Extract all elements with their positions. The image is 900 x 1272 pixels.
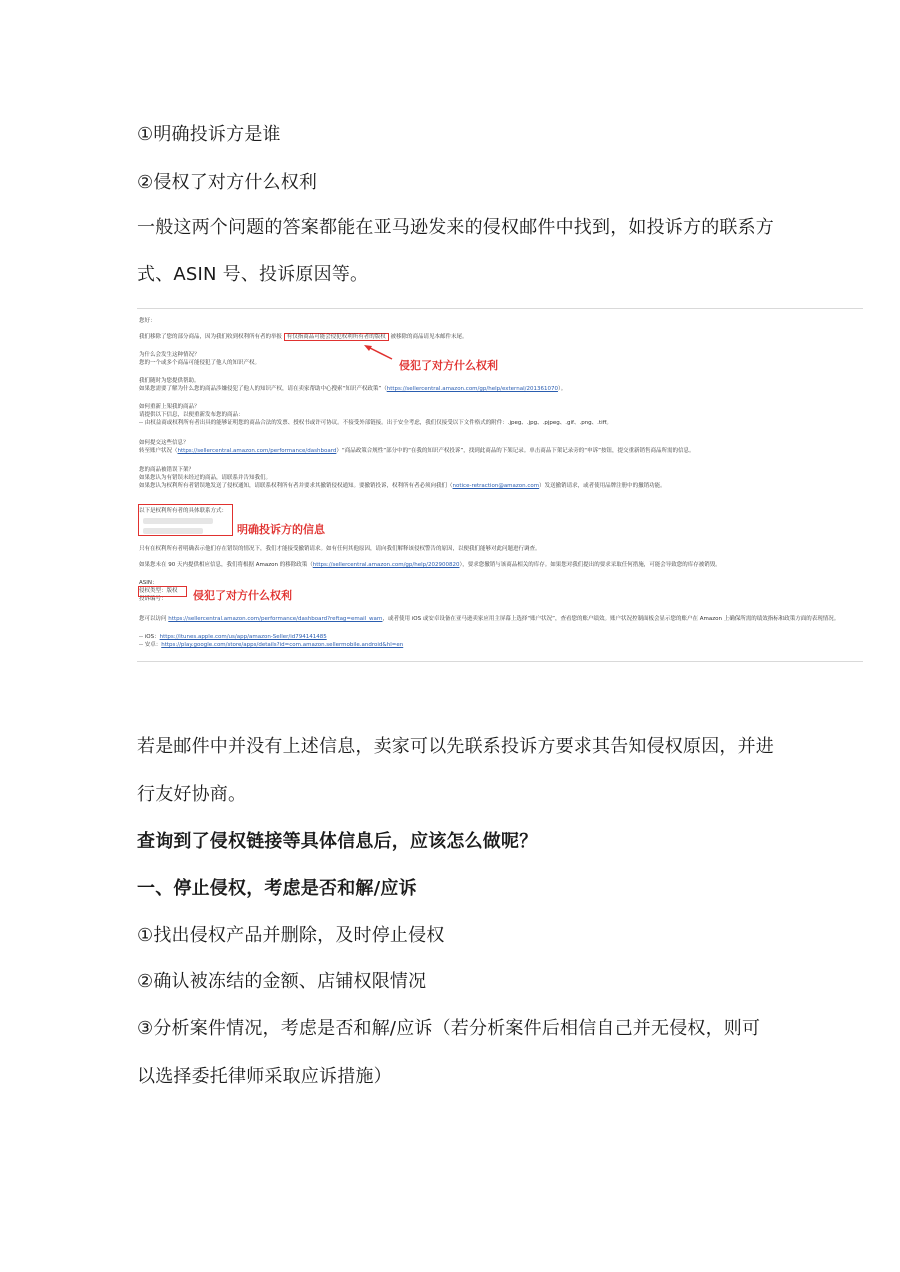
- annotation-infringed-right-2: 侵犯了对方什么权利: [193, 589, 292, 602]
- email-why-text: 您的一个或多个商品可能侵犯了他人的知识产权。: [139, 360, 261, 366]
- email-submit-tail: ）“商品政策合规性”部分中的“在我的知识产权投诉”，找到此商品的下架记录。单击商品下架记录旁的“申诉”按钮，提交重新销售商品所需的信息。: [336, 448, 695, 454]
- email-90day-text: 如果您未在 90 天内提供相应信息，我们将根据 Amazon 的移除政策（: [139, 562, 313, 568]
- email-link-retraction[interactable]: notice-retraction@amazon.com: [452, 483, 540, 489]
- email-asin-label: ASIN：: [139, 580, 158, 586]
- item-analyze-case-line2: 以选择委托律师采取应诉措施）: [137, 1066, 392, 1087]
- email-type-value: 版权: [166, 588, 178, 594]
- annotation-infringed-right-1: 侵犯了对方什么权利: [399, 359, 498, 372]
- paragraph-no-info-line1: 若是邮件中并没有上述信息，卖家可以先联系投诉方要求其告知侵权原因，并进: [137, 736, 774, 757]
- email-relist-text: 请提供以下信息，以便重新发布您的商品：: [139, 412, 244, 418]
- email-highlight-copyright-claim: 有仅指商品可能会侵犯权利所有者的版权: [284, 333, 389, 341]
- email-visit-tail: ，或者使用 iOS 或安卓设备在亚马逊卖家应用主屏幕上选择“账户状况”，查看您的账户绩效。账户状况控制面板会显示您的账户在 Amazon 上确保所需的绩效指标和政策方面的表现情况。: [382, 616, 840, 622]
- email-removal-text: 我们移除了您的部分商品，因为我们收到权利所有者的举报: [139, 334, 283, 340]
- email-greeting: 您好：: [139, 318, 156, 324]
- paragraph-email-answer-line2: 式、ASIN 号、投诉原因等。: [137, 264, 369, 285]
- item-delete-products: ①找出侵权产品并删除，及时停止侵权: [137, 925, 445, 946]
- email-link-removal-policy[interactable]: https://sellercentral.amazon.com/gp/help/202900820: [312, 562, 460, 568]
- email-ios-label: -- iOS：: [139, 634, 160, 640]
- email-complaint-id-label: 投诉编号：: [139, 596, 167, 602]
- email-submit-text: 转至账户状况（: [139, 448, 178, 454]
- email-wrong-text: 如果您认为有错误未经过的商品，请联系并告知我们。: [139, 475, 272, 481]
- heading-stop-infringement: 一、停止侵权，考虑是否和解/应诉: [137, 878, 417, 899]
- annotation-box-type: [138, 586, 187, 597]
- email-link-performance[interactable]: https://sellercentral.amazon.com/performance/dashboard?reftag=email_warn: [168, 616, 383, 622]
- paragraph-no-info-line2: 行友好协商。: [137, 784, 247, 805]
- email-relist-docs: -- 由权益商或权利所有者出具的能够证明您的商品合法的发票、授权书或许可协议。不接受外部链接。出于安全考虑，我们仅接受以下文件格式的附件：.jpeg、.jpg、.pjpeg、.gif、.png、.tiff。: [139, 420, 612, 426]
- email-visit-text: 您可以访问: [139, 616, 167, 622]
- email-retract-text: 如果您认为权利所有者错误地发送了侵权通知，请联系权利所有者并要求其撤销侵权通知。要撤销投诉，权利所有者必须向我们（: [139, 483, 453, 489]
- email-contact-heading: 以下是权利所有者的具体联系方式：: [139, 508, 228, 514]
- email-why-heading: 为什么会发生这种情况？: [139, 352, 200, 358]
- email-wrong-heading: 您的商品被错误下架？: [139, 467, 195, 473]
- email-submit-heading: 如何提交这些信息？: [139, 440, 189, 446]
- email-help-tail: ）。: [557, 386, 567, 392]
- email-90day-tail: ），要求您撤销与该商品相关的库存。如果您对我们提出的要求采取任何措施，可能会导致您的库存被销毁。: [459, 562, 721, 568]
- heading-what-to-do: 查询到了侵权链接等具体信息后，应该怎么做呢？: [137, 831, 538, 852]
- email-visit-line: [139, 616, 839, 623]
- email-link-ios-app[interactable]: https://itunes.apple.com/us/app/amazon-Seller/id794141485: [159, 634, 327, 640]
- email-help-heading: 我们随时为您提供帮助。: [139, 378, 200, 384]
- email-android-label: -- 安卓：: [139, 642, 162, 648]
- email-removal-tail: 被移除的商品请见本邮件末尾。: [390, 334, 468, 340]
- item-infringed-right: ②侵权了对方什么权利: [137, 172, 318, 193]
- email-link-ip-policy[interactable]: https://sellercentral.amazon.com/gp/help/external/201361070: [386, 386, 558, 392]
- email-removal-line: [139, 334, 468, 341]
- email-retract-line: [139, 483, 666, 490]
- email-retract-tail: ）发送撤销请求，或者使用品牌注册中的撤销功能。: [539, 483, 666, 489]
- item-analyze-case-line1: ③分析案件情况，考虑是否和解/应诉（若分析案件后相信自己并无侵权，则可: [137, 1018, 761, 1039]
- item-identify-complainant: ①明确投诉方是谁: [137, 124, 281, 145]
- email-android-line: [139, 642, 403, 649]
- email-type-label: 侵权类型：: [139, 588, 167, 594]
- infringement-email-screenshot: [137, 308, 863, 662]
- email-link-android-app[interactable]: https://play.google.com/store/apps/details?id=com.amazon.sellermobile.android&hl=en: [161, 642, 404, 648]
- item-confirm-frozen-amount: ②确认被冻结的金额、店铺权限情况: [137, 971, 427, 992]
- annotation-complainant-info: 明确投诉方的信息: [237, 523, 325, 536]
- email-relist-heading: 如何重新上架我的商品？: [139, 404, 200, 410]
- annotation-box-contact: [138, 504, 233, 536]
- paragraph-email-answer-line1: 一般这两个问题的答案都能在亚马逊发来的侵权邮件中找到，如投诉方的联系方: [137, 217, 774, 238]
- email-help-line: [139, 386, 566, 393]
- email-link-dashboard[interactable]: https://sellercentral.amazon.com/performance/dashboard: [177, 448, 337, 454]
- email-90day-line: [139, 562, 721, 569]
- email-help-text: 如果您需要了解为什么您的商品涉嫌侵犯了他人的知识产权，请在卖家帮助中心搜索“知识产权政策”（: [139, 386, 387, 392]
- email-ios-line: [139, 634, 327, 641]
- annotation-arrow-1: [362, 343, 398, 363]
- email-retract-condition: 只有在权利所有者明确表示他们存在错误的情况下，我们才能接受撤销请求。如有任何其他原因，请向我们解释该侵权警告的原因，以便我们能够对此问题进行调查。: [139, 546, 541, 552]
- email-submit-line: [139, 448, 694, 455]
